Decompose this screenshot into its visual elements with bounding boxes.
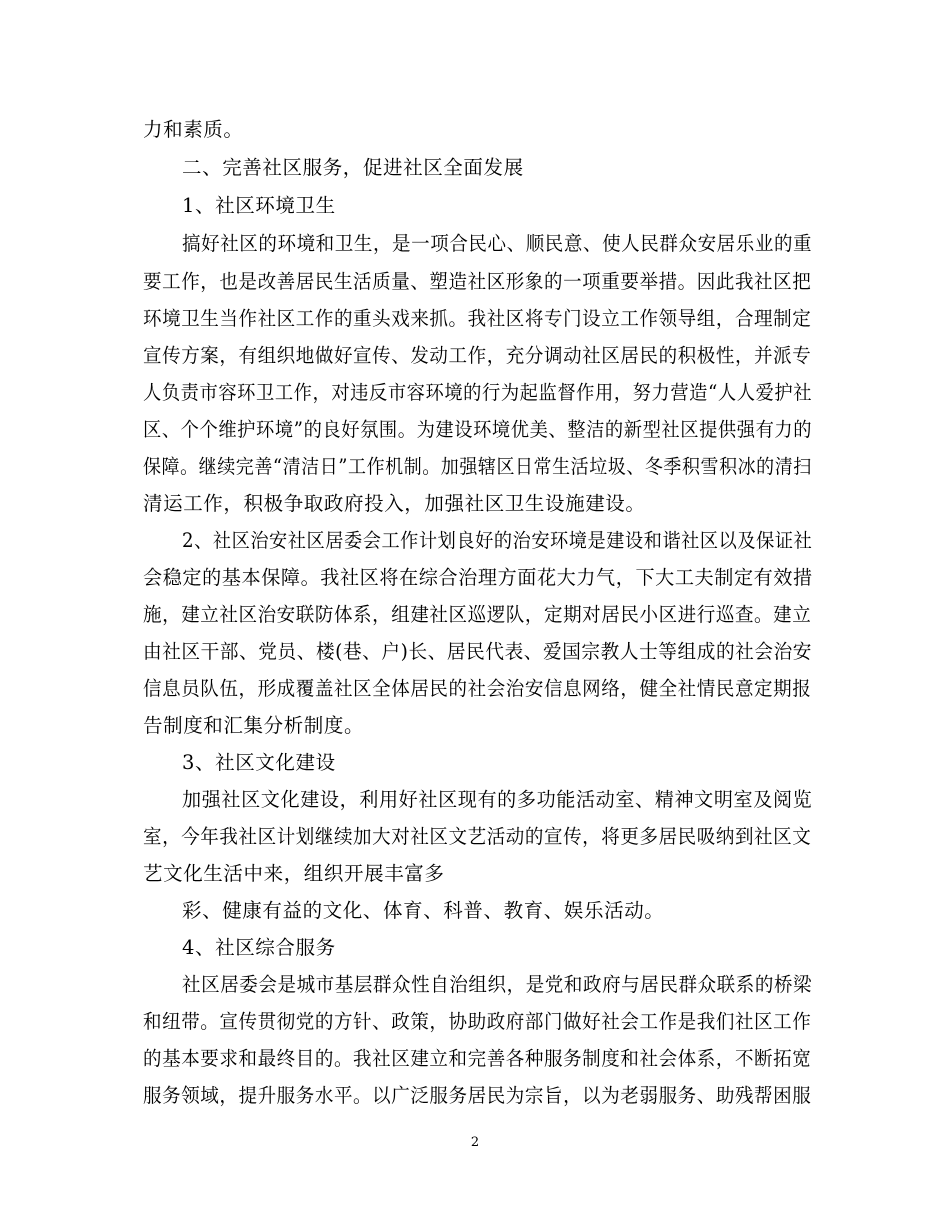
text-line: 区、个个维护环境”的良好氛围。为建设环境优美、整洁的新型社区提供强有力的 bbox=[143, 418, 813, 441]
text-line: 要工作，也是改善居民生活质量、塑造社区形象的一项重要举措。因此我社区把 bbox=[143, 270, 812, 293]
text-line: 服务领域，提升服务水平。以广泛服务居民为宗旨，以为老弱服务、助残帮困服 bbox=[143, 1084, 812, 1107]
text-line: 搞好社区的环境和卫生，是一项合民心、顺民意、使人民群众安居乐业的重 bbox=[182, 232, 813, 255]
text-line: 施，建立社区治安联防体系，组建社区巡逻队，定期对居民小区进行巡查。建立 bbox=[143, 603, 812, 626]
text-line: 加强社区文化建设，利用好社区现有的多功能活动室、精神文明室及阅览 bbox=[182, 788, 813, 811]
text-line: 告制度和汇集分析制度。 bbox=[143, 714, 365, 737]
text-line: 力和素质。 bbox=[143, 118, 244, 141]
text-line: 社区居委会是城市基层群众性自治组织，是党和政府与居民群众联系的桥梁 bbox=[182, 973, 813, 996]
text-line: 2、社区治安社区居委会工作计划良好的治安环境是建设和谐社区以及保证社 bbox=[182, 529, 813, 552]
text-line: 艺文化生活中来，组织开展丰富多 bbox=[143, 862, 445, 885]
text-line: 宣传方案，有组织地做好宣传、发动工作，充分调动社区居民的积极性，并派专 bbox=[143, 344, 812, 367]
text-line: 会稳定的基本保障。我社区将在综合治理方面花大力气，下大工夫制定有效措 bbox=[143, 566, 813, 589]
text-line: 信息员队伍，形成覆盖社区全体居民的社会治安信息网络，健全社情民意定期报 bbox=[143, 677, 812, 700]
text-line: 由社区干部、党员、楼(巷、户)长、居民代表、爱国宗教人士等组成的社会治安 bbox=[143, 640, 813, 663]
subsection-heading: 1、社区环境卫生 bbox=[182, 194, 336, 217]
text-line: 环境卫生当作社区工作的重头戏来抓。我社区将专门设立工作领导组，合理制定 bbox=[143, 307, 812, 330]
text-line: 保障。继续完善“清洁日”工作机制。加强辖区日常生活垃圾、冬季积雪积冰的清扫 bbox=[143, 455, 812, 478]
text-line: 清运工作，积极争取政府投入，加强社区卫生设施建设。 bbox=[143, 492, 646, 515]
text-line: 和纽带。宣传贯彻党的方针、政策，协助政府部门做好社会工作是我们社区工作 bbox=[143, 1010, 812, 1033]
text-line: 人负责市容环卫工作，对违反市容环境的行为起监督作用，努力营造“人人爱护社 bbox=[143, 381, 813, 404]
page-number: 2 bbox=[470, 1135, 480, 1150]
text-line: 室，今年我社区计划继续加大对社区文艺活动的宣传，将更多居民吸纳到社区文 bbox=[143, 825, 812, 848]
text-line: 彩、健康有益的文化、体育、科普、教育、娱乐活动。 bbox=[182, 899, 665, 922]
subsection-heading: 4、社区综合服务 bbox=[182, 936, 336, 959]
subsection-heading: 3、社区文化建设 bbox=[182, 751, 336, 774]
section-heading: 二、完善社区服务，促进社区全面发展 bbox=[182, 156, 524, 179]
text-line: 的基本要求和最终目的。我社区建立和完善各种服务制度和社会体系，不断拓宽 bbox=[143, 1047, 812, 1070]
